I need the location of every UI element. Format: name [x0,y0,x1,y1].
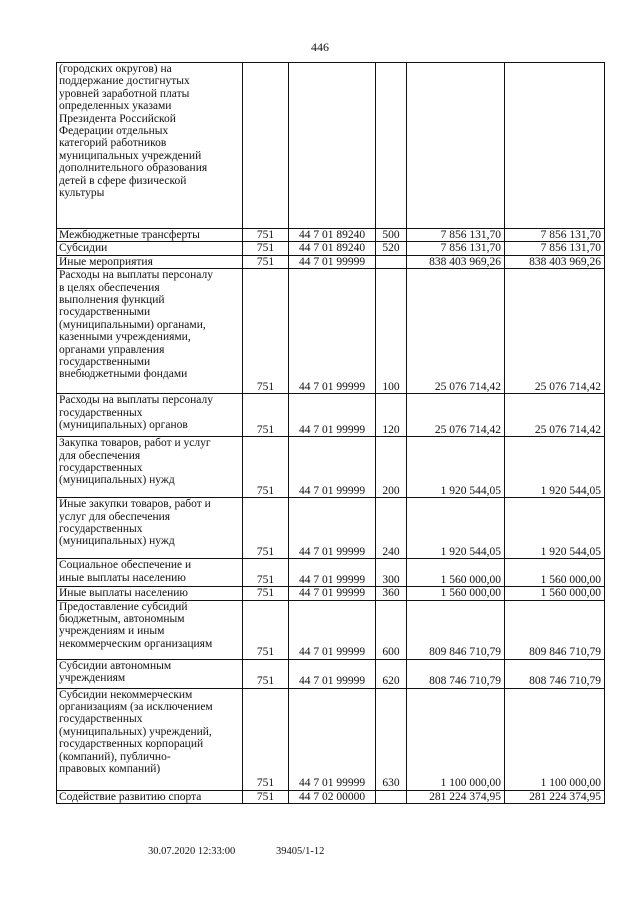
amount-cell: 281 224 374,95 [505,790,605,803]
expense-type-cell: 620 [376,659,407,688]
row-name-cell: Иные закупки товаров, работ и услуг для обеспечения государственных (муниципальных) нужд [57,498,243,559]
expense-type-cell [376,790,407,803]
ministry-code-cell: 751 [243,242,289,255]
amount-cell: 7 856 131,70 [505,242,605,255]
article-code-cell: 44 7 01 99999 [289,559,376,587]
row-name-cell: Межбюджетные трансферты [57,229,243,242]
ministry-code-cell [243,63,289,229]
expense-type-cell: 120 [376,394,407,437]
amount-cell: 7 856 131,70 [505,229,605,242]
article-code-cell: 44 7 01 99999 [289,688,376,790]
table-row [57,394,605,437]
article-code-cell: 44 7 01 89240 [289,229,376,242]
footer-document-code: 39405/1-12 [276,846,325,857]
ministry-code-cell: 751 [243,394,289,437]
row-name-cell: Субсидии автономным учреждениям [57,659,243,688]
row-name-cell: Расходы на выплаты персоналу в целях обеспечения выполнения функций государственными (муниципальными) органами, казенными учреждениями, органами управления государственными внебюджетными фондами [57,269,243,394]
expense-type-cell: 300 [376,559,407,587]
article-code-cell: 44 7 01 89240 [289,242,376,255]
budget-table [56,62,605,804]
amount-cell: 1 100 000,00 [505,688,605,790]
table-row [57,437,605,498]
article-code-cell: 44 7 01 99999 [289,600,376,659]
amount-cell: 25 076 714,42 [407,394,505,437]
ministry-code-cell: 751 [243,587,289,600]
row-name-cell: Иные мероприятия [57,255,243,268]
article-code-cell: 44 7 01 99999 [289,437,376,498]
amount-cell: 809 846 710,79 [407,600,505,659]
amount-cell [407,63,505,229]
table-row [57,229,605,242]
amount-cell: 25 076 714,42 [407,269,505,394]
row-name-cell: Закупка товаров, работ и услуг для обеспечения государственных (муниципальных) нужд [57,437,243,498]
amount-cell: 838 403 969,26 [505,255,605,268]
amount-cell [505,63,605,229]
ministry-code-cell: 751 [243,559,289,587]
table-row [57,587,605,600]
ministry-code-cell: 751 [243,790,289,803]
table-row [57,688,605,790]
amount-cell: 7 856 131,70 [407,242,505,255]
row-name-cell: Субсидии [57,242,243,255]
amount-cell: 25 076 714,42 [505,269,605,394]
table-row [57,790,605,803]
expense-type-cell: 500 [376,229,407,242]
footer-date: 30.07.2020 12:33:00 [148,846,236,857]
ministry-code-cell: 751 [243,498,289,559]
article-code-cell: 44 7 01 99999 [289,269,376,394]
table-row [57,269,605,394]
table-row [57,498,605,559]
amount-cell: 1 560 000,00 [505,587,605,600]
budget-table-body [57,63,605,804]
amount-cell: 808 746 710,79 [407,659,505,688]
expense-type-cell [376,255,407,268]
amount-cell: 1 920 544,05 [505,498,605,559]
amount-cell: 1 560 000,00 [407,559,505,587]
article-code-cell: 44 7 01 99999 [289,394,376,437]
amount-cell: 1 920 544,05 [407,437,505,498]
amount-cell: 25 076 714,42 [505,394,605,437]
article-code-cell: 44 7 02 00000 [289,790,376,803]
amount-cell: 1 560 000,00 [505,559,605,587]
ministry-code-cell: 751 [243,600,289,659]
article-code-cell: 44 7 01 99999 [289,659,376,688]
row-name-cell: Социальное обеспечение и иные выплаты населению [57,559,243,587]
amount-cell: 281 224 374,95 [407,790,505,803]
expense-type-cell: 200 [376,437,407,498]
expense-type-cell: 630 [376,688,407,790]
article-code-cell: 44 7 01 99999 [289,498,376,559]
expense-type-cell: 520 [376,242,407,255]
page-number: 446 [311,40,329,54]
article-code-cell: 44 7 01 99999 [289,255,376,268]
ministry-code-cell: 751 [243,437,289,498]
ministry-code-cell: 751 [243,688,289,790]
expense-type-cell: 360 [376,587,407,600]
row-name-cell: Расходы на выплаты персоналу государственных (муниципальных) органов [57,394,243,437]
amount-cell: 1 920 544,05 [407,498,505,559]
table-row [57,559,605,587]
table-row [57,659,605,688]
expense-type-cell: 600 [376,600,407,659]
row-name-cell: Иные выплаты населению [57,587,243,600]
table-row [57,255,605,268]
amount-cell: 809 846 710,79 [505,600,605,659]
expense-type-cell [376,63,407,229]
amount-cell: 1 560 000,00 [407,587,505,600]
row-name-cell: Содействие развитию спорта [57,790,243,803]
row-name-cell: (городских округов) на поддержание достигнутых уровней заработной платы определенных указами Президента Российской Федерации отдельных категорий работников муниципальных учреждений дополнительного образования детей в сфере физической культуры [57,63,243,229]
expense-type-cell: 240 [376,498,407,559]
amount-cell: 838 403 969,26 [407,255,505,268]
table-row [57,600,605,659]
article-code-cell: 44 7 01 99999 [289,587,376,600]
row-name-cell: Субсидии некоммерческим организациям (за исключением государственных (муниципальных) учреждений, государственных корпораций (компаний), публично- правовых компаний) [57,688,243,790]
amount-cell: 7 856 131,70 [407,229,505,242]
article-code-cell [289,63,376,229]
ministry-code-cell: 751 [243,659,289,688]
expense-type-cell: 100 [376,269,407,394]
ministry-code-cell: 751 [243,269,289,394]
ministry-code-cell: 751 [243,229,289,242]
table-row [57,63,605,229]
table-row [57,242,605,255]
ministry-code-cell: 751 [243,255,289,268]
row-name-cell: Предоставление субсидий бюджетным, автономным учреждениям и иным некоммерческим организациям [57,600,243,659]
amount-cell: 1 920 544,05 [505,437,605,498]
amount-cell: 1 100 000,00 [407,688,505,790]
amount-cell: 808 746 710,79 [505,659,605,688]
